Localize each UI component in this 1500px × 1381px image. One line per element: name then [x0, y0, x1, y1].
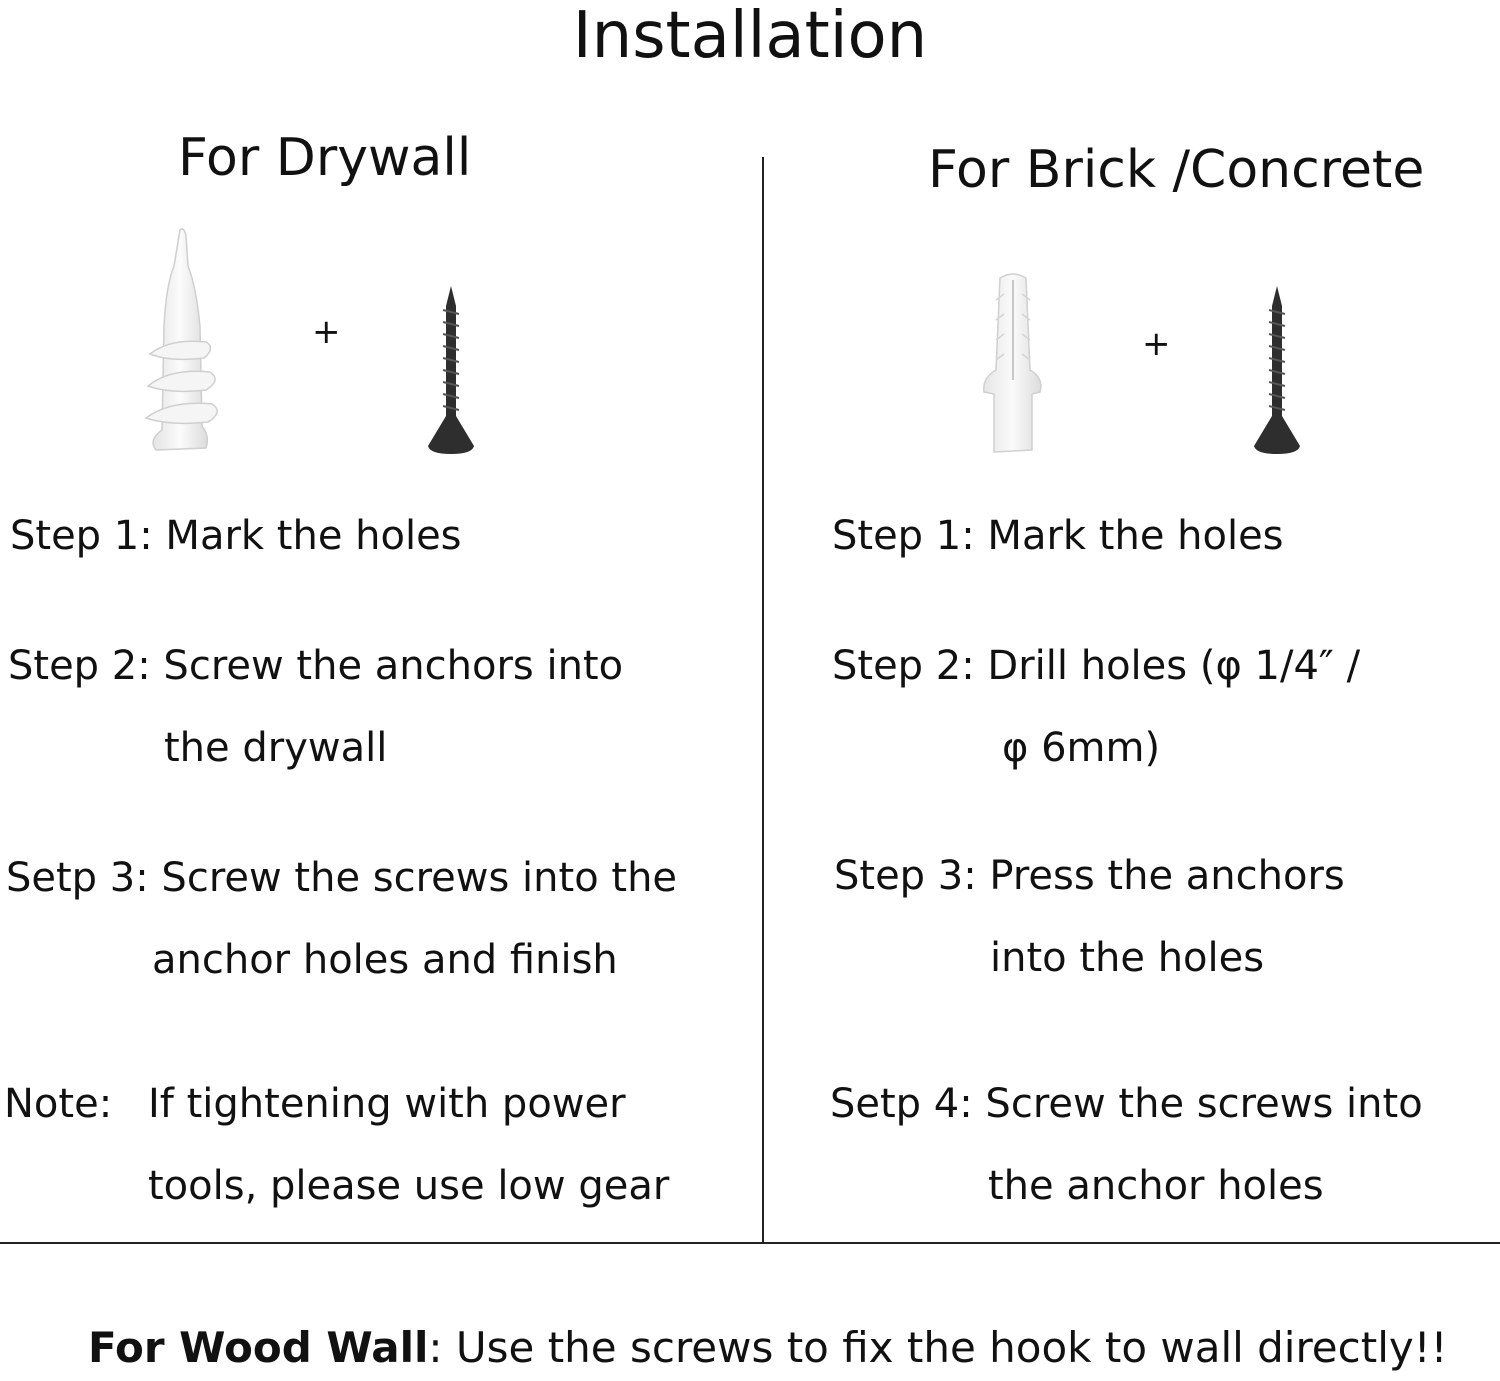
drywall-step-2-cont: the drywall	[164, 725, 388, 771]
wood-wall-note	[88, 1322, 1447, 1374]
drywall-step-1: Step 1: Mark the holes	[10, 513, 462, 559]
drywall-step-3-cont: anchor holes and finish	[152, 937, 618, 983]
plus-sign: +	[312, 312, 341, 352]
brick-step-2: Step 2: Drill holes (φ 1/4″ /	[832, 643, 1361, 689]
drywall-heading: For Drywall	[178, 128, 472, 188]
drywall-step-3: Setp 3: Screw the screws into the	[6, 855, 678, 901]
black-screw-icon	[426, 286, 476, 456]
plastic-expansion-anchor-icon	[978, 270, 1048, 454]
wood-wall-label: For Wood Wall	[88, 1323, 429, 1372]
brick-step-1: Step 1: Mark the holes	[832, 513, 1284, 559]
brick-step-2-cont: φ 6mm)	[1002, 725, 1161, 771]
plus-sign: +	[1142, 324, 1171, 364]
note-line-2: tools, please use low gear	[148, 1163, 670, 1209]
wood-wall-text: : Use the screws to fix the hook to wall directly!!	[428, 1323, 1448, 1372]
spiral-drywall-anchor-icon	[140, 226, 230, 454]
brick-step-4: Setp 4: Screw the screws into	[830, 1081, 1423, 1127]
brick-step-3-cont: into the holes	[990, 935, 1265, 981]
page-title: Installation	[572, 0, 928, 73]
brick-step-4-cont: the anchor holes	[988, 1163, 1324, 1209]
column-divider	[762, 157, 764, 1243]
note-line-1: If tightening with power	[148, 1081, 626, 1127]
black-screw-icon	[1252, 286, 1302, 456]
brick-concrete-heading: For Brick /Concrete	[928, 140, 1425, 200]
footer-divider	[0, 1242, 1500, 1244]
note-label: Note:	[4, 1081, 113, 1127]
brick-step-3: Step 3: Press the anchors	[834, 853, 1345, 899]
drywall-step-2: Step 2: Screw the anchors into	[8, 643, 624, 689]
